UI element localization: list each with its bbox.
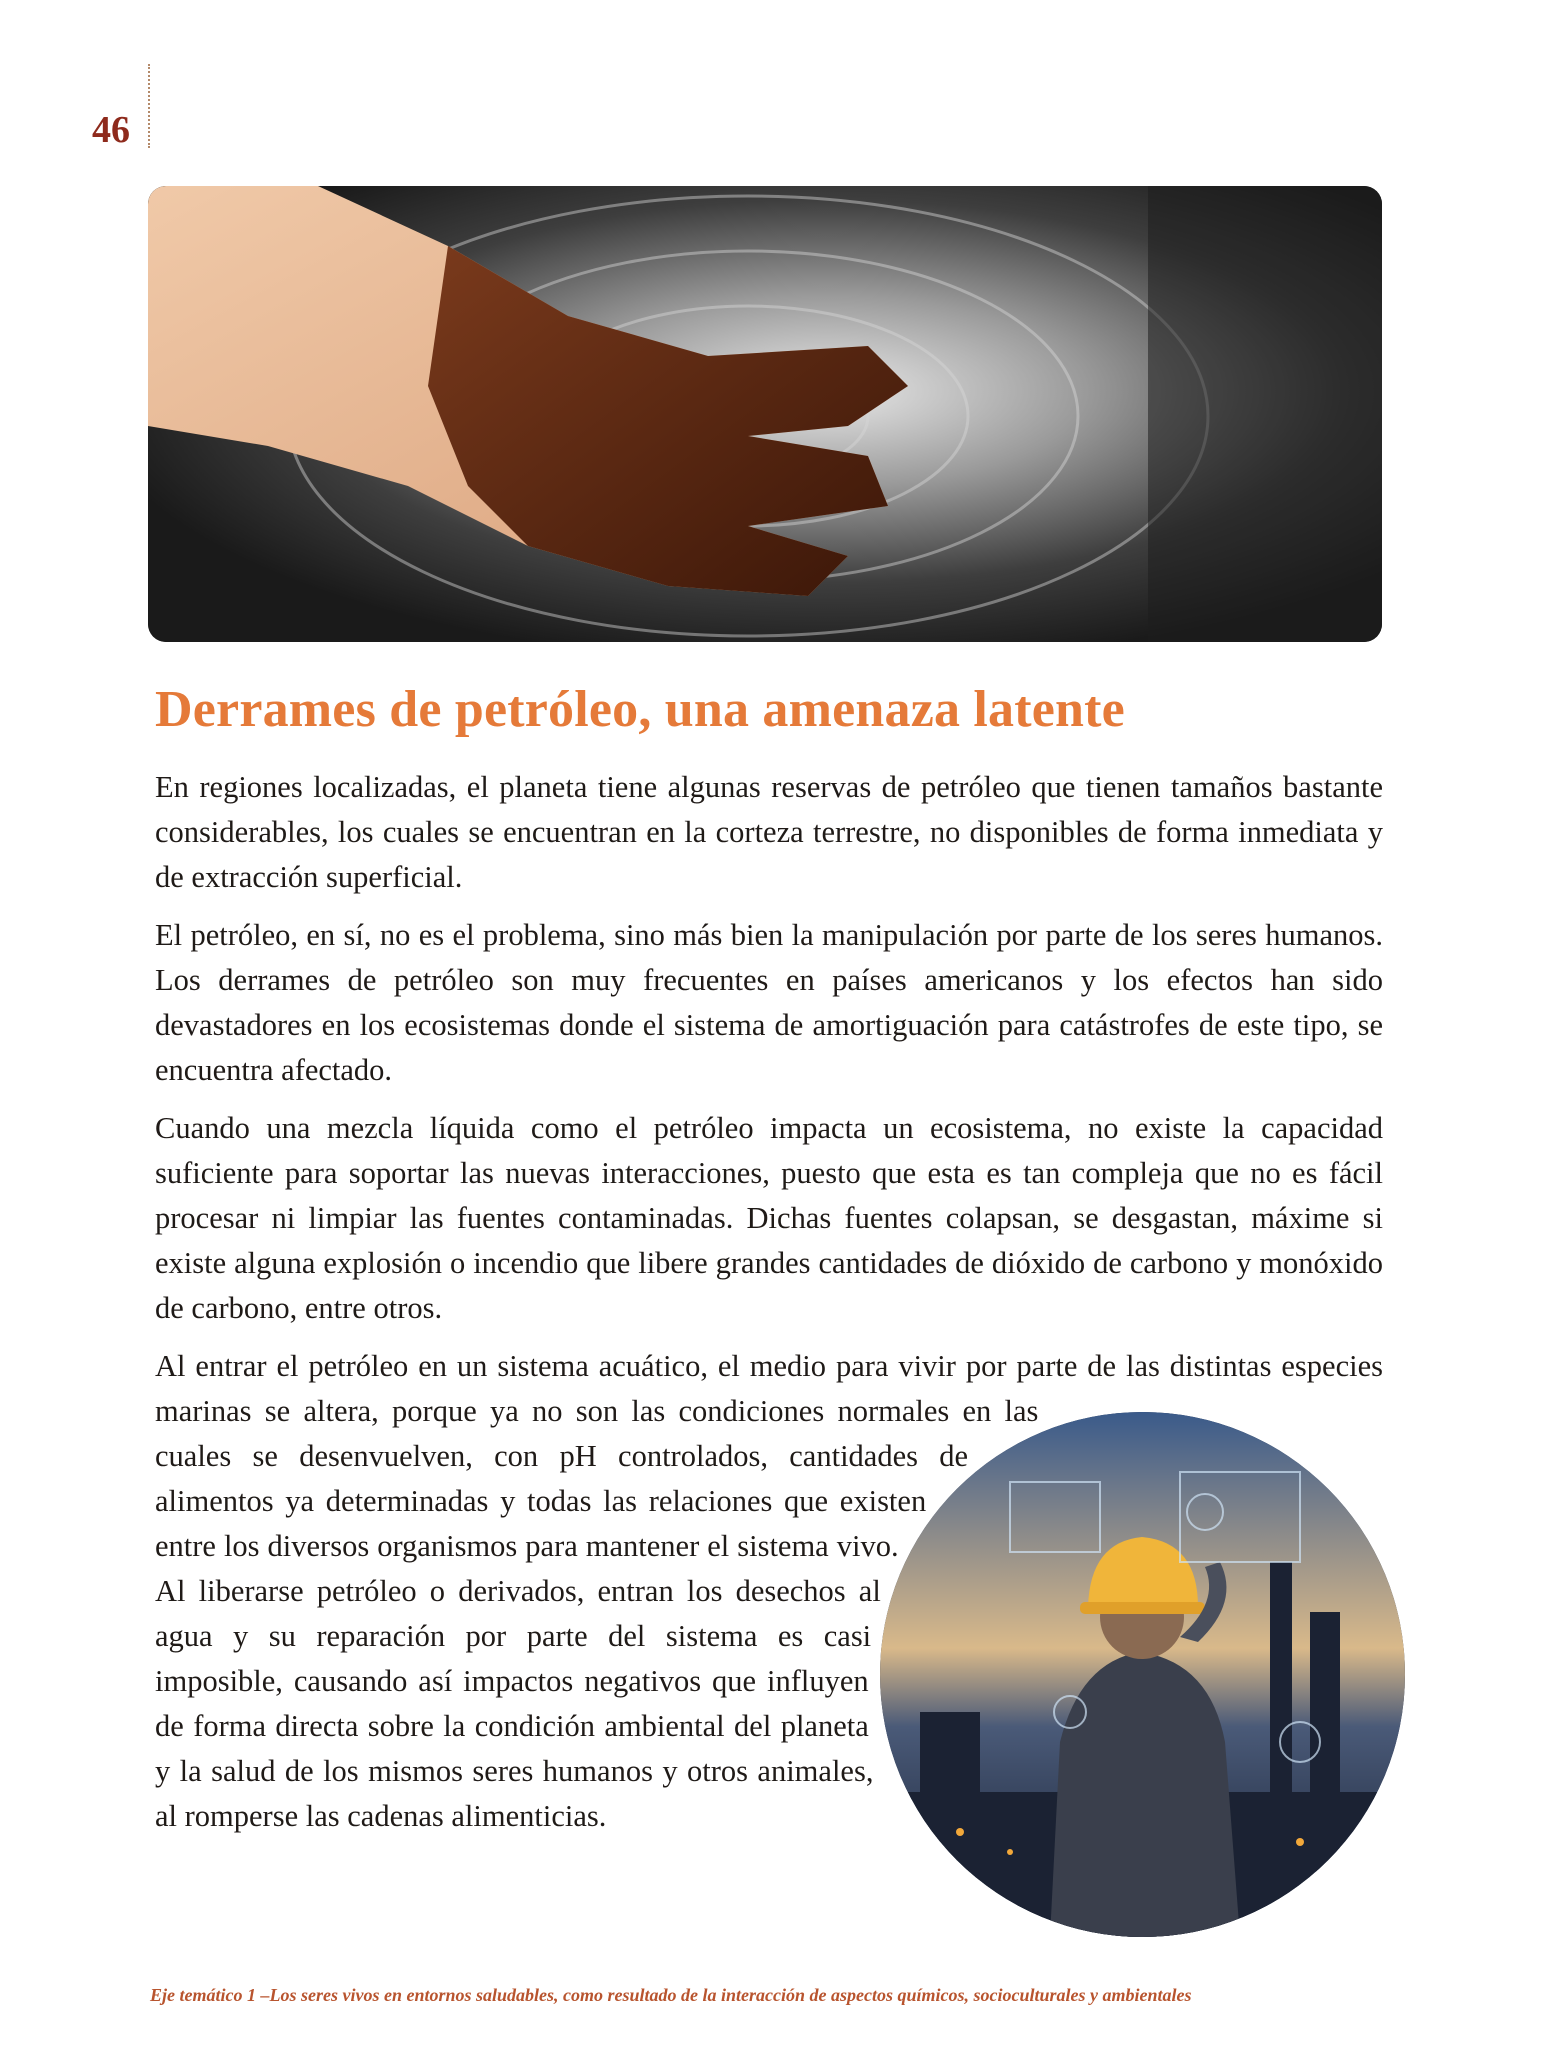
page-title: Derrames de petróleo, una amenaza latente — [155, 681, 1125, 738]
paragraph: El petróleo, en sí, no es el problema, sino más bien la manipulación por parte de los seres humanos. Los derrames de petróleo son muy frecuentes en países americanos y los efectos han sido devastadores en los ecosistemas donde el sistema de amortiguación para catástrofes de este tipo, se encuentra afectado. — [155, 918, 1383, 1087]
paragraph: Cuando una mezcla líquida como el petróleo impacta un ecosistema, no existe la capacidad suficiente para soportar las nuevas interacciones, puesto que esta es tan compleja que no es fácil procesar ni limpiar las fuentes contaminadas. Dichas fuentes colapsan, se desgastan, máxime si existe alguna explosión o incendio que libere grandes cantidades de dióxido de carbono y monóxido de carbono, entre otros. — [155, 1111, 1383, 1325]
paragraph: En regiones localizadas, el planeta tiene algunas reservas de petróleo que tienen tamaños bastante considerables, los cuales se encuentran en la corteza terrestre, no disponibles de forma inmediata y de extracción superficial. — [155, 770, 1383, 894]
oil-covered-hand-photo — [148, 186, 1382, 642]
page-number: 46 — [92, 109, 130, 151]
paragraph: Al entrar el petróleo en un sistema acuático, el medio para vivir por parte de las distintas especies marinas se altera, porque ya no son las condiciones normales en las cuales se desenvuelven, con pH controlados, cantidades de alimentos ya determinadas y todas las relaciones que existen entre los diversos organismos para mantener el sistema vivo. Al liberarse petróleo o derivados, entran los desechos al agua y su reparación por parte del sistema es casi imposible, causando así impactos negativos que influyen de forma directa sobre la condición ambiental del planeta y la salud de los mismos seres humanos y otros animales, al romperse las cadenas alimenticias. — [155, 1349, 1383, 1833]
body-text — [155, 765, 1383, 1932]
margin-rule — [148, 64, 150, 148]
footer-theme: Eje temático 1 –Los seres vivos en entornos saludables, como resultado de la interacción de aspectos químicos, socioculturales y ambientales — [150, 1985, 1192, 2005]
